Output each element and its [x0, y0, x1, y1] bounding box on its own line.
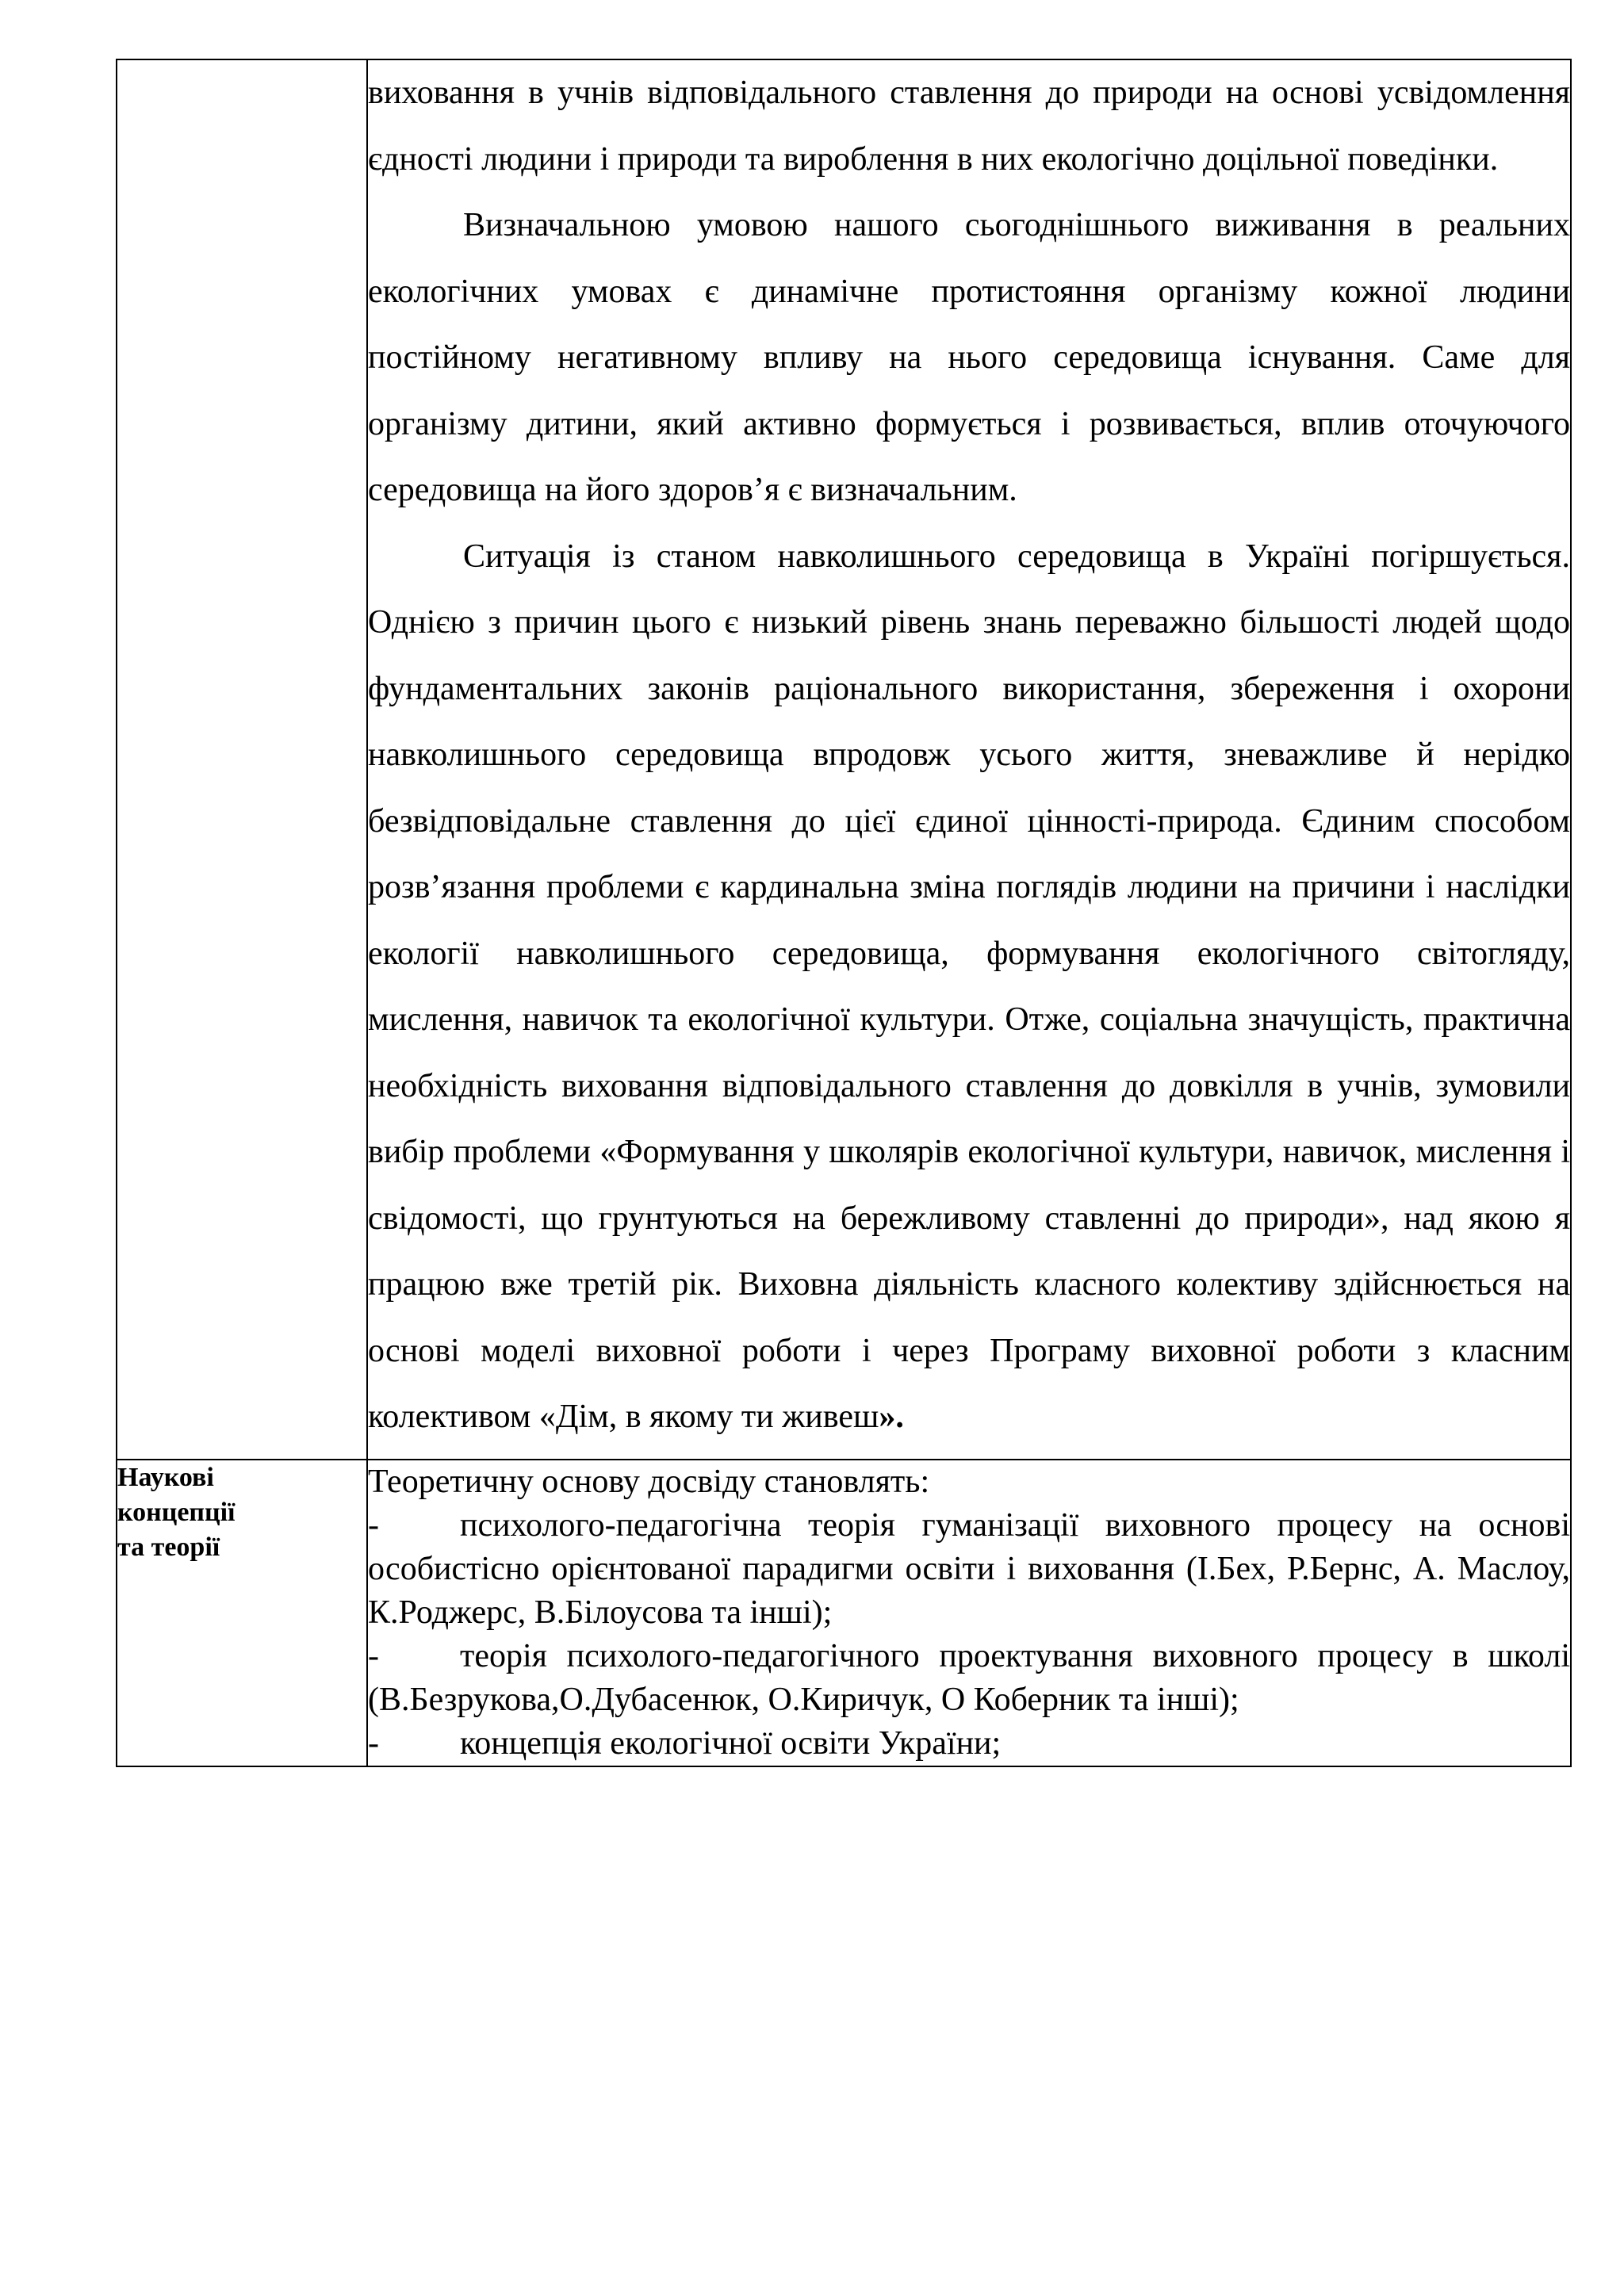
- dash-marker: -: [368, 1724, 379, 1762]
- content-cell: [367, 59, 1571, 1460]
- content-row: [117, 59, 1571, 1460]
- paragraph-1: виховання в учнів відповідального ставлення до природи на основі усвідомлення єдності людини і природи та вироблення в них екологічно доцільної поведінки.: [368, 75, 1570, 178]
- theory-item: [368, 1635, 1570, 1722]
- theory-item-text: концепція екологічної освіти України;: [460, 1724, 1002, 1762]
- paragraph-3-text: Ситуація із станом навколишнього середовища в Україні погіршується. Однією з причин цього є низький рівень знань переважно більшості людей щодо фундаментальних законів раціонального використання, збереження і охорони навколишнього середовища впродовж усього життя, зневажливе й нерідко безвідповідальне ставлення до цієї єдиної цінності-природа. Єдиним способом розв’язання проблеми є кардинальна зміна поглядів людини на причини і наслідки екології навколишнього середовища, формування екологічного світогляду, мислення, навичок та екологічної культури. Отже, соціальна значущість, практична необхідність виховання відповідального ставлення до довкілля в учнів, зумовили вибір проблеми «Формування у школярів екологічної культури, навичок, мислення і свідомості, що грунтуються на бережливому ставленні до природи», над якою я працюю вже третій рік. Виховна діяльність класного колективу здійснюється на основі моделі виховної роботи і через Програму виховної роботи з класним колективом «Дім, в якому ти живеш: [368, 538, 1570, 1435]
- dash-marker: -: [368, 1506, 379, 1544]
- theory-intro: Теоретичну основу досвіду становлять:: [368, 1463, 930, 1500]
- theory-item: [368, 1722, 1570, 1766]
- paragraph-2: Визначальною умовою нашого сьогоднішнього виживання в реальних екологічних умовах є динамічне протистояння організму кожної людини постійному негативному впливу на нього середовища існування. Саме для організму дитини, який активно формується і розвивається, вплив оточуючого середовища на його здоров’я є визначальним.: [368, 207, 1570, 508]
- document-table: [116, 59, 1572, 1767]
- theory-item: [368, 1504, 1570, 1635]
- dash-marker: -: [368, 1637, 379, 1674]
- theory-label: Наукові концепції та теорії: [117, 1462, 236, 1562]
- closing-quote-mark: ».: [879, 1399, 904, 1435]
- theory-row: [117, 1460, 1571, 1766]
- paragraph-3: [368, 524, 1570, 1451]
- theory-item-text: теорія психолого-педагогічного проектування виховного процесу в школі (В.Безрукова,О.Дубасенюк, О.Киричук, О Коберник та інші);: [368, 1637, 1570, 1718]
- theory-content-cell: [367, 1460, 1571, 1766]
- theory-label-cell: [117, 1460, 367, 1766]
- empty-label-cell: [117, 59, 367, 1460]
- theory-item-text: психолого-педагогічна теорія гуманізації виховного процесу на основі особистісно орієнтованої парадигми освіти і виховання (І.Бех, Р.Бернс, А. Маслоу, К.Роджерс, В.Білоусова та інші);: [368, 1506, 1570, 1631]
